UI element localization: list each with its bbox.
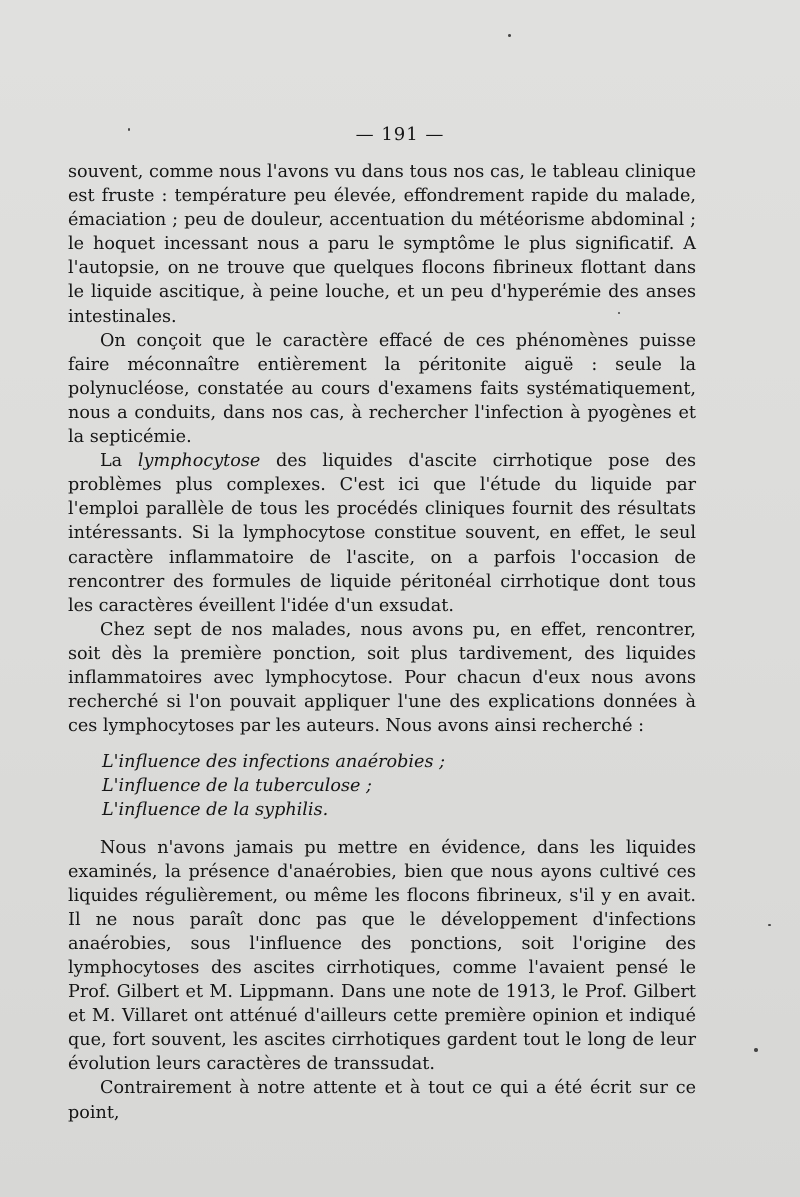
paragraph-peritonitis: On conçoit que le caractère effacé de ces phénomènes puisse faire méconnaître entièrement la péritonite aiguë : seule la polynucléose, constatée au cours d'examens faits systématiquement, nous a conduits, dans nos cas, à rechercher l'infection à pyogènes et la septicémie.: [68, 330, 696, 448]
paragraph-patients: Chez sept de nos malades, nous avons pu, en effet, rencontrer, soit dès la première ponction, soit plus tardivement, des liquides inflammatoires avec lymphocytose. Pour chacun d'eux nous avons recherché si l'on pouvait appliquer l'une des explications données à ces lymphocytoses par les auteurs. Nous avons ainsi recherché :: [68, 619, 696, 737]
paragraph-rest: des liquides d'ascite cirrhotique pose des problèmes plus complexes. C'est ici que l'étude du liquide par l'emploi parallèle de tous les procédés cliniques fournit des résultats intéressants. Si la lymphocytose constitue souvent, en effet, le seul caractère inflammatoire de l'ascite, on a parfois l'occasion de rencontrer des formules de liquide péritonéal cirrhotique dont tous les caractères éveillent l'idée d'un exsudat.: [68, 451, 697, 616]
list-item: L'influence des infections anaérobies ;: [102, 752, 445, 773]
paragraph-lymphocytosis: [68, 449, 696, 618]
italic-term: lymphocytose: [137, 451, 261, 472]
list-item: L'influence de la syphilis.: [102, 800, 329, 821]
influence-list: [68, 750, 696, 822]
paper-speck: [754, 1048, 758, 1052]
paragraph-anaerobes: Nous n'avons jamais pu mettre en évidence, dans les liquides examinés, la présence d'anaérobies, bien que nous ayons cultivé ces liquides régulièrement, ou même les flocons fibrineux, s'il y en avait. Il ne nous paraît donc pas que le développement d'infections anaérobies, sous l'influence des ponctions, soit l'origine des lymphocytoses des ascites cirrhotiques, comme l'avaient pensé le Prof. Gilbert et M. Lippmann. Dans une note de 1913, le Prof. Gilbert et M. Villaret ont atténué d'ailleurs cette première opinion et indiqué que, fort souvent, les ascites cirrhotiques gardent tout le long de leur évolution leurs caractères de transsudat.: [68, 837, 696, 1075]
paragraph-continued: souvent, comme nous l'avons vu dans tous nos cas, le tableau clinique est fruste : température peu élevée, effondrement rapide du malade, émaciation ; peu de douleur, accentuation du météorisme abdominal ; le hoquet incessant nous a paru le symptôme le plus significatif. A l'autopsie, on ne trouve que quelques flocons fibrineux flottant dans le liquide ascitique, à peine louche, et un peu d'hyperémie des anses intestinales.: [68, 162, 696, 327]
page-number: — 191 —: [355, 124, 445, 145]
paper-speck: [508, 34, 511, 37]
paragraph-lead: La: [100, 451, 123, 472]
paragraph-contrary: Contrairement à notre attente et à tout ce qui a été écrit sur ce point,: [68, 1078, 696, 1123]
paper-speck: [768, 924, 771, 926]
body-text: [68, 160, 696, 1125]
list-item: L'influence de la tuberculose ;: [102, 776, 372, 797]
